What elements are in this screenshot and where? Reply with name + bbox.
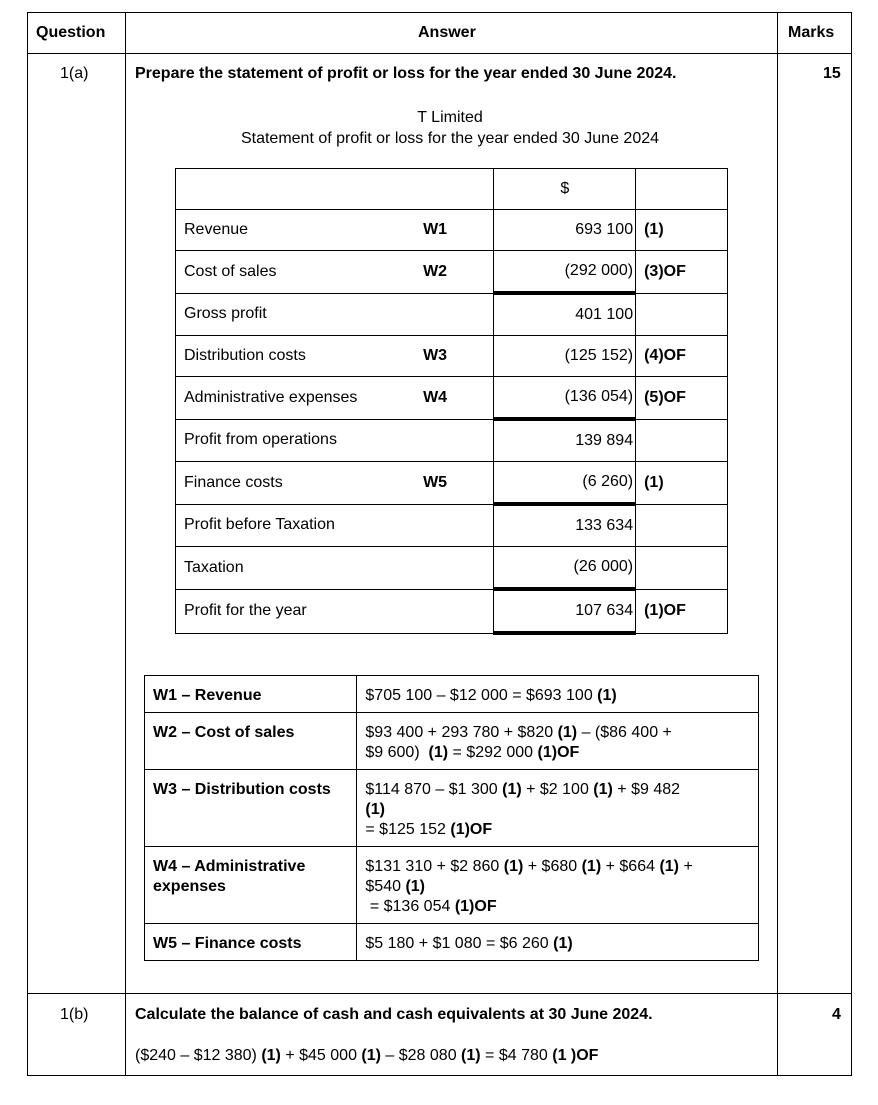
row-label: Profit for the year — [176, 589, 416, 633]
answer-segment: (1)OF — [537, 744, 580, 761]
answer-segment: – $28 080 — [380, 1047, 462, 1064]
working-calculation — [357, 770, 759, 847]
row-divider — [28, 993, 851, 994]
answer-segment: (1) — [659, 858, 679, 875]
working-title: W4 – Administrative expenses — [145, 847, 357, 924]
working-row — [145, 713, 759, 770]
answer-segment: $114 870 – $1 300 — [365, 781, 503, 798]
row-divider — [28, 53, 851, 54]
answer-segment: (1)OF — [454, 898, 497, 915]
answer-segment: (1) — [461, 1047, 481, 1064]
working-title: W5 – Finance costs — [145, 924, 357, 961]
working-title: W1 – Revenue — [145, 676, 357, 713]
row-mark: (3)OF — [636, 251, 728, 294]
row-label: Taxation — [176, 547, 416, 590]
answer-segment: (1) — [597, 687, 617, 704]
statement-row — [176, 293, 728, 336]
working-calculation — [357, 676, 759, 713]
answer-segment: = $136 054 — [365, 898, 455, 915]
row-mark — [636, 504, 728, 547]
row-amount: 693 100 — [494, 210, 636, 251]
answer-segment: + $45 000 — [280, 1047, 362, 1064]
answer-segment: (1) — [553, 935, 573, 952]
statement-row — [176, 504, 728, 547]
row-mark: (1) — [636, 210, 728, 251]
empty-cell — [415, 169, 494, 210]
header-answer: Answer — [418, 24, 476, 41]
working-title: W2 – Cost of sales — [145, 713, 357, 770]
answer-segment: – ($86 400 + — [577, 724, 672, 741]
statement-row — [176, 547, 728, 590]
row-mark: (1) — [636, 462, 728, 505]
answer-segment: (1)OF — [450, 821, 493, 838]
company-name: T Limited — [417, 109, 483, 126]
row-amount: (125 152) — [494, 336, 636, 377]
working-line — [365, 800, 750, 820]
statement-row — [176, 210, 728, 251]
answer-segment: (1) — [428, 744, 449, 761]
answer-segment: $5 180 + $1 080 = $6 260 — [365, 935, 554, 952]
row-working-ref — [415, 589, 494, 633]
answer-segment: $9 600) — [365, 744, 429, 761]
question-prompt-1b: Calculate the balance of cash and cash equivalents at 30 June 2024. — [135, 1006, 653, 1023]
row-mark — [636, 547, 728, 590]
row-label: Gross profit — [176, 293, 416, 336]
answer-segment: (1 )OF — [552, 1047, 599, 1064]
row-mark — [636, 293, 728, 336]
answer-segment: (1) — [261, 1047, 281, 1064]
answer-segment: + $9 482 — [612, 781, 681, 798]
answer-segment: = $4 780 — [480, 1047, 553, 1064]
working-calculation — [357, 713, 759, 770]
row-working-ref: W1 — [415, 210, 494, 251]
working-line — [365, 877, 750, 897]
working-line — [365, 897, 750, 917]
answer-segment: ($240 – $12 380) — [135, 1047, 262, 1064]
row-label: Finance costs — [176, 462, 416, 505]
row-mark: (4)OF — [636, 336, 728, 377]
working-line — [365, 820, 750, 840]
row-mark: (5)OF — [636, 377, 728, 420]
answer-1b — [135, 1047, 598, 1065]
row-label: Profit from operations — [176, 419, 416, 462]
row-mark: (1)OF — [636, 589, 728, 633]
statement-heading — [130, 107, 770, 149]
working-line — [365, 743, 750, 763]
working-row — [145, 676, 759, 713]
answer-segment: (1) — [405, 878, 425, 895]
working-line — [365, 857, 750, 877]
row-mark — [636, 419, 728, 462]
answer-segment: + $664 — [601, 858, 660, 875]
working-line — [365, 686, 750, 706]
answer-segment: $540 — [365, 878, 406, 895]
working-row — [145, 847, 759, 924]
answer-segment: + $2 100 — [521, 781, 594, 798]
empty-cell — [636, 169, 728, 210]
column-divider — [125, 13, 126, 1075]
marks-1b: 4 — [832, 1006, 841, 1023]
working-line — [365, 723, 750, 743]
working-calculation — [357, 924, 759, 961]
row-working-ref — [415, 547, 494, 590]
row-working-ref: W3 — [415, 336, 494, 377]
answer-segment: $93 400 + 293 780 + $820 — [365, 724, 558, 741]
answer-segment: (1) — [502, 781, 522, 798]
row-label: Cost of sales — [176, 251, 416, 294]
working-row — [145, 770, 759, 847]
row-amount: 139 894 — [494, 419, 636, 462]
header-marks: Marks — [788, 24, 835, 41]
answer-segment: $131 310 + $2 860 — [365, 858, 504, 875]
working-title: W3 – Distribution costs — [145, 770, 357, 847]
answer-segment: (1) — [581, 858, 602, 875]
answer-segment: $705 100 – $12 000 = $693 100 — [365, 687, 598, 704]
answer-segment: (1) — [557, 724, 578, 741]
answer-segment: = $125 152 — [365, 821, 451, 838]
row-working-ref — [415, 419, 494, 462]
row-amount: (26 000) — [494, 547, 636, 590]
working-calculation — [357, 847, 759, 924]
statement-row — [176, 419, 728, 462]
answer-segment: + — [679, 858, 693, 875]
row-amount: 401 100 — [494, 293, 636, 336]
workings-table — [144, 675, 759, 961]
header-question: Question — [36, 24, 106, 41]
answer-segment: + $680 — [523, 858, 582, 875]
statement-row — [176, 251, 728, 294]
row-working-ref — [415, 293, 494, 336]
row-working-ref: W4 — [415, 377, 494, 420]
column-divider — [777, 13, 778, 1075]
working-line — [365, 934, 750, 954]
statement-header-row — [176, 169, 728, 210]
row-amount: (292 000) — [494, 251, 636, 294]
statement-row — [176, 589, 728, 633]
row-working-ref: W5 — [415, 462, 494, 505]
question-number-1a: 1(a) — [60, 65, 89, 82]
row-amount: 107 634 — [494, 589, 636, 633]
row-amount: (6 260) — [494, 462, 636, 505]
answer-segment: (1) — [593, 781, 613, 798]
currency-header: $ — [494, 169, 636, 210]
working-row — [145, 924, 759, 961]
answer-segment: = $292 000 — [448, 744, 538, 761]
question-number-1b: 1(b) — [60, 1006, 89, 1023]
working-line — [365, 780, 750, 800]
question-prompt-1a: Prepare the statement of profit or loss for the year ended 30 June 2024. — [135, 65, 677, 82]
statement-title: Statement of profit or loss for the year ended 30 June 2024 — [240, 130, 660, 147]
row-label: Distribution costs — [176, 336, 416, 377]
row-working-ref: W2 — [415, 251, 494, 294]
statement-row — [176, 377, 728, 420]
statement-row — [176, 336, 728, 377]
answer-segment: (1) — [365, 801, 385, 818]
row-amount: (136 054) — [494, 377, 636, 420]
answer-segment: (1) — [503, 858, 524, 875]
statement-row — [176, 462, 728, 505]
answer-segment: (1) — [361, 1047, 381, 1064]
marks-1a: 15 — [823, 65, 841, 82]
empty-cell — [176, 169, 416, 210]
profit-loss-statement — [175, 168, 728, 635]
row-label: Revenue — [176, 210, 416, 251]
row-working-ref — [415, 504, 494, 547]
row-label: Profit before Taxation — [176, 504, 416, 547]
row-label: Administrative expenses — [176, 377, 416, 420]
row-amount: 133 634 — [494, 504, 636, 547]
